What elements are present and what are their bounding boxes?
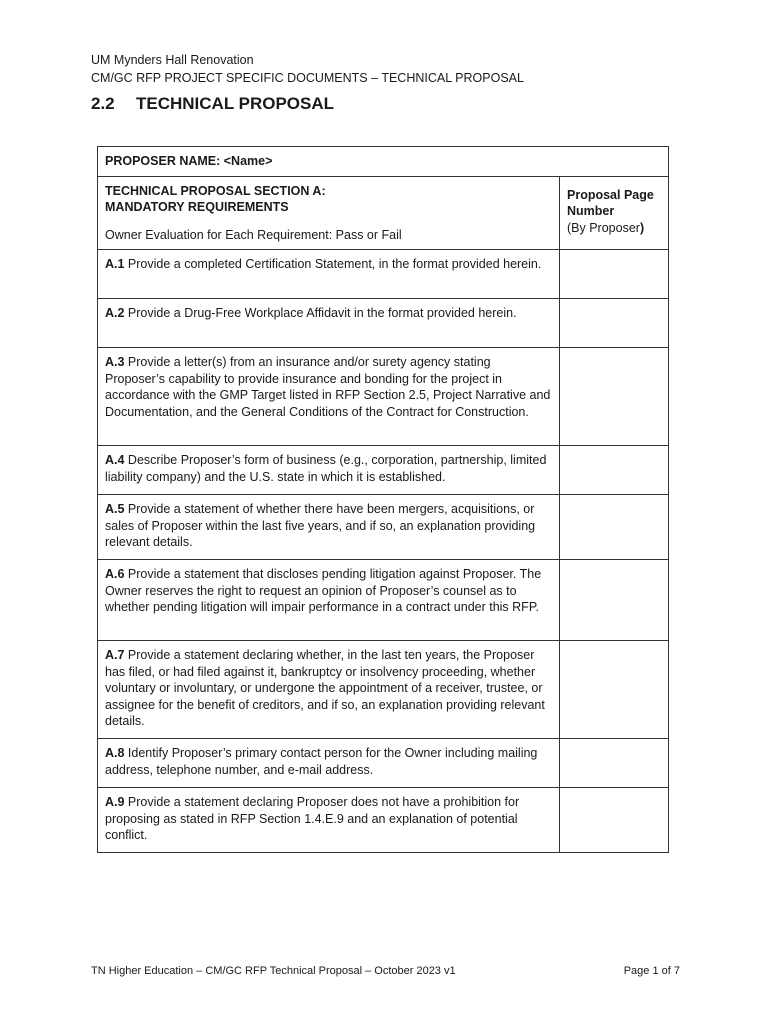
- requirements-list: [98, 250, 669, 853]
- page-col-line1: Proposal Page: [567, 187, 654, 202]
- section-number: 2.2: [91, 94, 115, 113]
- requirement-text: Provide a statement declaring Proposer does not have a prohibition for proposing as stated in RFP Section 1.4.E.9 and an explanation of potential conflict.: [105, 795, 520, 842]
- section-a-title-line1: TECHNICAL PROPOSAL SECTION A:: [105, 183, 326, 198]
- table-row: [98, 446, 669, 495]
- requirement-code: A.7: [105, 648, 125, 662]
- footer-document-info: TN Higher Education – CM/GC RFP Technical Proposal – October 2023 v1: [91, 965, 456, 977]
- page-col-paren: ): [639, 220, 645, 235]
- requirement-code: A.2: [105, 306, 125, 320]
- table-row: [98, 788, 669, 853]
- table-row: [98, 495, 669, 560]
- requirement-cell: [98, 446, 560, 495]
- requirement-code: A.8: [105, 746, 125, 760]
- section-title: TECHNICAL PROPOSAL: [136, 94, 335, 113]
- evaluation-note: Owner Evaluation for Each Requirement: Pass or Fail: [105, 227, 402, 242]
- proposer-name-row: [98, 147, 669, 177]
- requirement-cell: [98, 560, 560, 641]
- proposer-name-field[interactable]: PROPOSER NAME: <Name>: [98, 147, 669, 177]
- section-a-title-line2: MANDATORY REQUIREMENTS: [105, 200, 289, 214]
- requirement-cell: [98, 739, 560, 788]
- table-row: [98, 560, 669, 641]
- proposal-page-number-field[interactable]: [560, 739, 669, 788]
- requirement-cell: [98, 250, 560, 299]
- proposal-page-number-field[interactable]: [560, 299, 669, 348]
- requirement-cell: [98, 788, 560, 853]
- proposal-page-number-field[interactable]: [560, 641, 669, 739]
- requirements-table: [97, 146, 669, 853]
- requirement-text: Identify Proposer’s primary contact person for the Owner including mailing address, telephone number, and e-mail address.: [105, 746, 538, 777]
- table-header-row: [98, 176, 669, 250]
- table-row: [98, 641, 669, 739]
- table-row: [98, 739, 669, 788]
- requirement-text: Describe Proposer’s form of business (e.g., corporation, partnership, limited liability company) and the U.S. state in which it is established.: [105, 453, 547, 484]
- requirement-text: Provide a letter(s) from an insurance and/or surety agency stating Proposer’s capability to provide insurance and bonding for the project in accordance with the GMP Target listed in RFP Section 2.5, Project Narrative and Documentation, and the General Conditions of the Contract for Construction.: [105, 355, 551, 419]
- requirement-code: A.9: [105, 795, 125, 809]
- page-col-line2: Number: [567, 204, 615, 218]
- requirement-code: A.6: [105, 567, 125, 581]
- requirement-cell: [98, 299, 560, 348]
- proposal-page-number-field[interactable]: [560, 788, 669, 853]
- requirement-cell: [98, 641, 560, 739]
- requirement-text: Provide a completed Certification Statement, in the format provided herein.: [124, 257, 542, 271]
- table-row: [98, 250, 669, 299]
- requirement-code: A.3: [105, 355, 125, 369]
- table-row: [98, 299, 669, 348]
- requirement-text: Provide a statement declaring whether, in the last ten years, the Proposer has filed, or had filed against it, bankruptcy or insolvency proceeding, whether voluntary or involuntary, or undergone the appointment of a receiver, trustee, or assignee for the benefit of creditors, and if so, an explanation providing relevant details.: [105, 648, 545, 728]
- document-header: [91, 51, 524, 87]
- proposal-page-number-field[interactable]: [560, 446, 669, 495]
- proposal-page-number-field[interactable]: [560, 560, 669, 641]
- proposal-page-number-field[interactable]: [560, 250, 669, 299]
- requirement-code: A.1: [105, 257, 125, 271]
- section-heading: [91, 94, 334, 114]
- requirement-code: A.5: [105, 502, 125, 516]
- header-document-type: CM/GC RFP PROJECT SPECIFIC DOCUMENTS – TECHNICAL PROPOSAL: [91, 71, 524, 85]
- section-a-header: [98, 176, 560, 250]
- header-project-name: UM Mynders Hall Renovation: [91, 53, 254, 67]
- requirement-text: Provide a statement that discloses pending litigation against Proposer. The Owner reserves the right to request an opinion of Proposer’s counsel as to whether pending litigation will impair performance in a contract under this RFP.: [105, 567, 542, 614]
- requirement-text: Provide a Drug-Free Workplace Affidavit in the format provided herein.: [124, 306, 517, 320]
- proposal-page-number-field[interactable]: [560, 348, 669, 446]
- footer-page-number: Page 1 of 7: [623, 965, 680, 977]
- page-col-line3: (By Proposer: [567, 220, 640, 235]
- requirement-text: Provide a statement of whether there have been mergers, acquisitions, or sales of Proposer within the last five years, and if so, an explanation providing relevant details.: [105, 502, 536, 549]
- requirement-cell: [98, 348, 560, 446]
- proposal-page-number-field[interactable]: [560, 495, 669, 560]
- table-row: [98, 348, 669, 446]
- requirement-cell: [98, 495, 560, 560]
- requirement-code: A.4: [105, 453, 125, 467]
- page-number-column-header: [560, 176, 669, 250]
